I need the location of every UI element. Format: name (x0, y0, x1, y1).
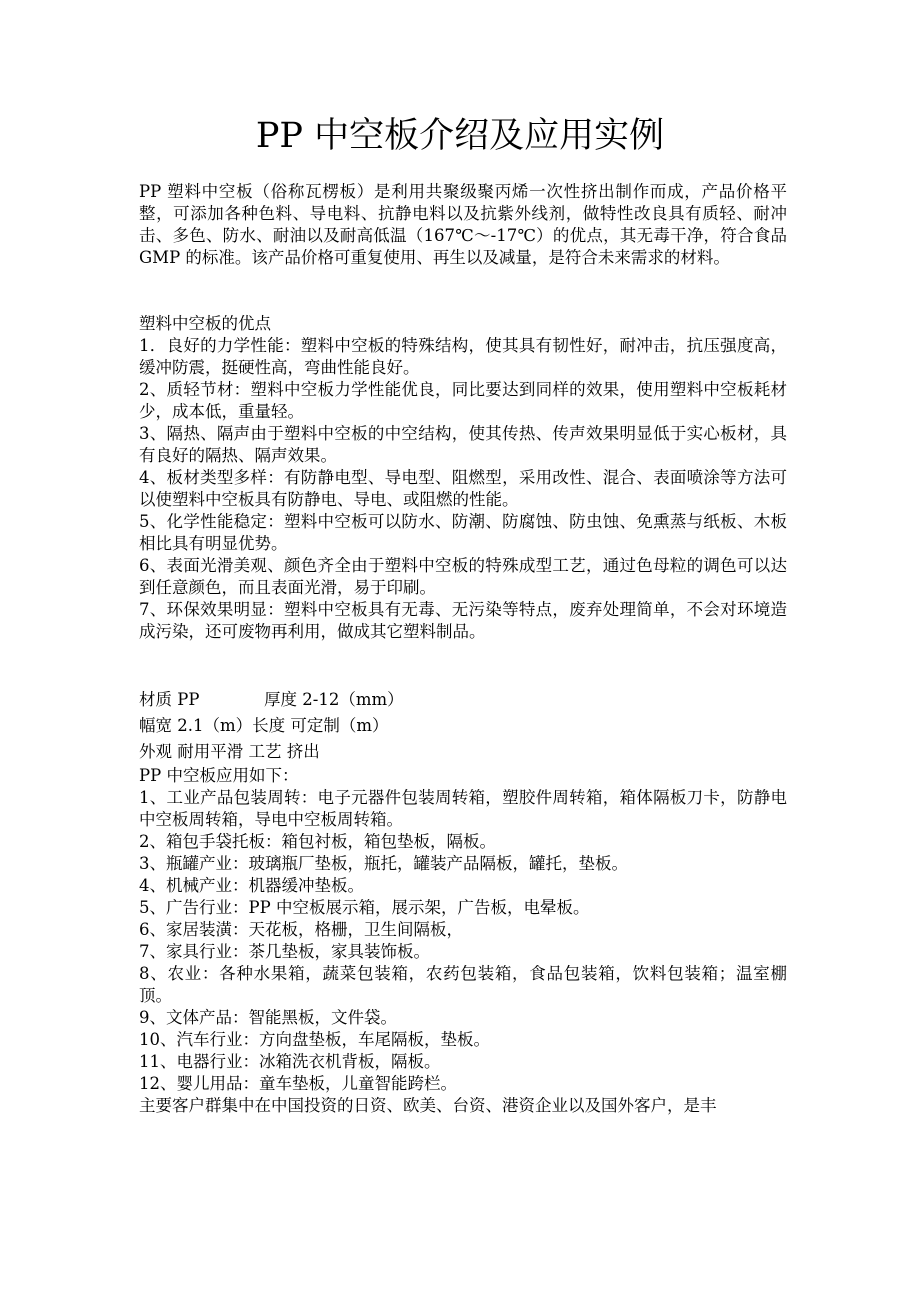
advantage-item: 3、隔热、隔声由于塑料中空板的中空结构，使其传热、传声效果明显低于实心板材，具有良好的隔热、隔声效果。 (139, 424, 787, 465)
applications-heading: PP 中空板应用如下： (139, 766, 299, 785)
application-item: 3、瓶罐产业：玻璃瓶厂垫板，瓶托，罐装产品隔板，罐托，垫板。 (139, 854, 628, 873)
spacer (139, 291, 787, 313)
application-item: 2、箱包手袋托板：箱包衬板，箱包垫板，隔板。 (139, 832, 496, 851)
application-item: 10、汽车行业：方向盘垫板，车尾隔板，垫板。 (139, 1030, 490, 1049)
advantage-item: 6、表面光滑美观、颜色齐全由于塑料中空板的特殊成型工艺，通过色母粒的调色可以达到任意颜色，而且表面光滑，易于印刷。 (139, 556, 787, 597)
document-body (139, 181, 787, 1117)
spec-row-material (139, 687, 787, 713)
spec-row-width: 幅宽 2.1（m）长度 可定制（m） (139, 716, 389, 735)
advantage-item: 2、质轻节材：塑料中空板力学性能优良，同比要达到同样的效果，使用塑料中空板耗材少，成本低，重量轻。 (139, 380, 787, 421)
spacer (139, 643, 787, 665)
application-item: 11、电器行业：冰箱洗衣机背板，隔板。 (139, 1052, 441, 1071)
spec-thickness: 厚度 2-12（mm） (264, 690, 404, 709)
spacer (139, 665, 787, 687)
application-item: 6、家居装潢：天花板，格栅，卫生间隔板， (139, 920, 463, 939)
application-item: 4、机械产业：机器缓冲垫板。 (139, 876, 364, 895)
intro-paragraph: PP 塑料中空板（俗称瓦楞板）是利用共聚级聚丙烯一次性挤出制作而成，产品价格平整，可添加各种色料、导电料、抗静电料以及抗紫外线剂，做特性改良具有质轻、耐冲击、多色、防水、耐油以及耐高低温（167℃～-17℃）的优点，其无毒干净，符合食品 GMP 的标准。该产品价格可重复使用、再生以及减量，是符合未来需求的材料。 (139, 182, 787, 267)
spacer (139, 269, 787, 291)
closing-paragraph: 主要客户群集中在中国投资的日资、欧美、台资、港资企业以及国外客户，是丰 (139, 1096, 717, 1115)
application-item: 1、工业产品包装周转：电子元器件包装周转箱，塑胶件周转箱，箱体隔板刀卡，防静电中空板周转箱，导电中空板周转箱。 (139, 788, 787, 829)
advantage-item: 7、环保效果明显：塑料中空板具有无毒、无污染等特点，废弃处理简单，不会对环境造成污染，还可废物再利用，做成其它塑料制品。 (139, 600, 787, 641)
application-item: 7、家具行业：茶几垫板，家具装饰板。 (139, 942, 430, 961)
application-item: 9、文体产品：智能黑板，文件袋。 (139, 1008, 397, 1027)
advantage-item: 4、板材类型多样：有防静电型、导电型、阻燃型，采用改性、混合、表面喷涂等方法可以使塑料中空板具有防静电、导电、或阻燃的性能。 (139, 468, 787, 509)
spec-row-appearance: 外观 耐用平滑 工艺 挤出 (139, 742, 320, 761)
application-item: 12、婴儿用品：童车垫板，儿童智能跨栏。 (139, 1074, 457, 1093)
page-title: PP 中空板介绍及应用实例 (255, 116, 665, 156)
application-item: 5、广告行业：PP 中空板展示箱，展示架，广告板，电晕板。 (139, 898, 590, 917)
application-item: 8、农业：各种水果箱，蔬菜包装箱，农药包装箱，食品包装箱，饮料包装箱；温室棚顶。 (139, 964, 787, 1005)
spec-material: 材质 PP (139, 690, 200, 709)
advantage-item: 1．良好的力学性能：塑料中空板的特殊结构，使其具有韧性好，耐冲击，抗压强度高，缓冲防震，挺硬性高，弯曲性能良好。 (139, 336, 787, 377)
advantages-heading: 塑料中空板的优点 (139, 314, 271, 333)
advantage-item: 5、化学性能稳定：塑料中空板可以防水、防潮、防腐蚀、防虫蚀、免熏蒸与纸板、木板相比具有明显优势。 (139, 512, 787, 553)
